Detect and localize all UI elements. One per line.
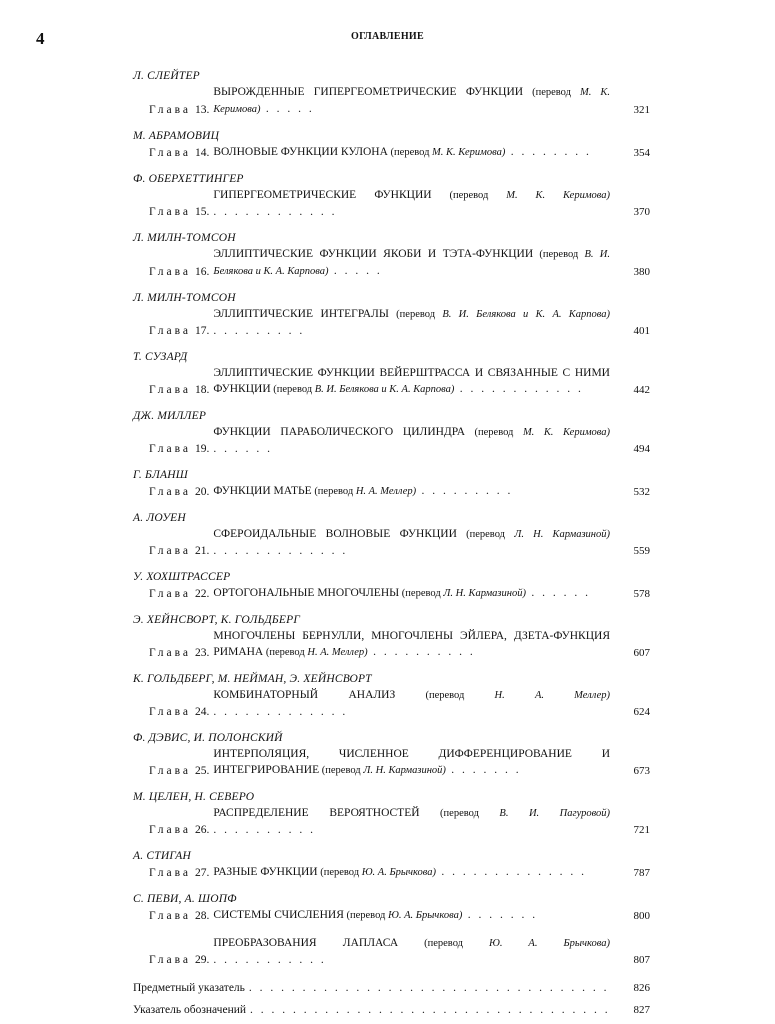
chapter-prefix [133,264,209,280]
toc-entry [133,231,650,280]
page-reference: 826 [633,982,650,994]
chapter-line[interactable] [133,246,650,280]
chapter-body [213,746,610,779]
translator-credit [457,529,610,540]
dot-leader: . . . . . . . [445,764,522,776]
chapter-author: Л. СЛЕЙТЕР [133,70,200,82]
chapter-author: Т. СУЗАРД [133,351,188,363]
dot-leader: . . . . . . . [462,909,538,921]
chapter-number: 18. [195,384,210,396]
chapter-word: Глава [149,954,192,966]
dot-leader: . . . . . . . . . [416,485,513,497]
translator-credit [432,190,610,201]
toc-entry [133,172,650,220]
chapter-word: Глава [149,147,192,159]
chapter-line[interactable] [133,907,650,924]
index-lines [133,980,650,1018]
chapter-number: 27. [195,867,210,879]
translator-name: Ю. А. Брычкова) [388,910,463,921]
translator-credit [388,147,505,158]
page-reference: 442 [633,384,650,396]
chapter-word: Глава [149,647,192,659]
chapter-line[interactable] [133,483,650,500]
toc-entry [133,69,650,118]
chapter-line[interactable] [133,306,650,339]
translator-prefix: (перевод [396,309,436,320]
chapter-number: 14. [195,147,210,159]
toc-entry [133,892,650,924]
chapter-line[interactable] [133,687,650,720]
dot-leader: . . . . . . . . . . . . [454,383,584,395]
chapter-word: Глава [149,266,192,278]
dot-leader: . . . . . . . . . . [213,824,316,836]
chapter-prefix [133,645,209,661]
chapter-prefix [133,586,209,602]
chapter-author: Г. БЛАНШ [133,469,188,481]
translator-prefix: (перевод [425,690,465,701]
chapter-number: 24. [195,706,210,718]
translator-prefix: (перевод [273,384,313,395]
chapter-number: 29. [195,954,210,966]
translator-credit [465,427,610,438]
chapter-line[interactable] [133,935,650,968]
chapter-body [213,585,610,602]
translator-credit [271,384,455,395]
chapter-title: ФУНКЦИИ МАТЬЕ [213,485,312,497]
chapter-title: ЭЛЛИПТИЧЕСКИЕ ФУНКЦИИ ВЕЙЕРШТРАССА И СВЯЗАННЫЕ С НИМИ ФУНКЦИИ [213,367,610,395]
translator-name: Н. А. Меллер) [494,690,611,701]
translator-name: В. И. Пагуровой) [499,808,611,819]
chapter-word: Глава [149,206,192,218]
page-reference: 370 [633,206,650,218]
translator-prefix: (перевод [321,765,361,776]
chapter-number: 13. [195,104,210,116]
translator-name: В. И. Белякова и К. А. Карпова) [314,384,455,395]
toc-entry [133,350,650,398]
translator-prefix: (перевод [265,647,305,658]
chapter-title: ОРТОГОНАЛЬНЫЕ МНОГОЧЛЕНЫ [213,587,400,599]
translator-name: Л. Н. Кармазиной) [514,529,611,540]
page-reference: 559 [633,545,650,557]
translator-prefix: (перевод [539,249,579,260]
chapter-number: 23. [195,647,210,659]
translator-name: М. К. Керимова) [506,190,611,201]
chapter-body [213,144,610,161]
translator-credit [318,867,436,878]
chapter-body [213,526,610,559]
chapter-line[interactable] [133,864,650,881]
dot-leader: . . . . . . . . . [213,325,305,337]
page-reference: 624 [633,706,650,718]
toc-entry [133,849,650,881]
chapter-line[interactable] [133,144,650,161]
chapter-body [213,483,610,500]
toc-entry [133,468,650,500]
toc-entries [133,69,650,968]
dot-leader: . . . . . . [213,443,273,455]
chapter-prefix [133,908,209,924]
dot-leader: . . . . . . . . . . . . . [213,706,348,718]
dot-leader [246,1002,610,1018]
translator-credit [420,808,610,819]
page-reference: 721 [633,824,650,836]
chapter-prefix [133,102,209,118]
page-number: 4 [36,29,45,48]
translator-name: В. И. Белякова и К. А. Карпова) [442,309,610,320]
translator-credit [398,938,610,949]
chapter-body [213,864,610,881]
page-reference: 807 [633,954,650,966]
toc-entry [133,129,650,161]
chapter-number: 28. [195,910,210,922]
translator-credit [399,588,526,599]
chapter-title: ПРЕОБРАЗОВАНИЯ ЛАПЛАСА [213,937,399,949]
chapter-body [213,628,610,661]
toc-entry [133,291,650,339]
dot-leader: . . . . . . . . . . . . . [213,545,348,557]
dot-leader [245,980,610,996]
translator-prefix: (перевод [390,147,430,158]
chapter-word: Глава [149,910,192,922]
translator-prefix: (перевод [401,588,441,599]
chapter-number: 21. [195,545,210,557]
translator-credit [263,647,367,658]
page-reference: 380 [633,266,650,278]
chapter-title: СФЕРОИДАЛЬНЫЕ ВОЛНОВЫЕ ФУНКЦИИ [213,528,457,540]
toc-entry [133,790,650,838]
chapter-word: Глава [149,824,192,836]
index-entry[interactable] [133,980,650,996]
chapter-body [213,306,610,339]
chapter-number: 26. [195,824,210,836]
chapter-author: ДЖ. МИЛЛЕР [133,410,207,422]
page-reference: 532 [633,486,650,498]
chapter-author: Э. ХЕЙНСВОРТ, К. ГОЛЬДБЕРГ [133,614,301,626]
translator-name: М. К. Керимова) [432,147,506,158]
translator-prefix: (перевод [424,938,463,949]
chapter-author: А. СТИГАН [133,850,191,862]
dot-leader: . . . . . [260,103,315,115]
index-entry[interactable] [133,1002,650,1018]
translator-prefix: (перевод [532,87,571,98]
dot-leader: . . . . . [328,265,383,277]
translator-credit [319,765,446,776]
chapter-line[interactable] [133,746,650,779]
index-label: Указатель обозначений [133,1004,247,1016]
translator-credit [344,910,462,921]
chapter-prefix [133,484,209,500]
chapter-word: Глава [149,545,192,557]
chapter-title: МНОГОЧЛЕНЫ БЕРНУЛЛИ, МНОГОЧЛЕНЫ ЭЙЛЕРА, ДЗЕТА-ФУНКЦИЯ РИМАНА [213,630,610,658]
chapter-line[interactable] [133,365,650,398]
chapter-author: Ф. ОБЕРХЕТТИНГЕР [133,173,244,185]
translator-credit [389,309,610,320]
toc-entry [133,511,650,559]
chapter-word: Глава [149,443,192,455]
translator-name: Л. Н. Кармазиной) [363,765,446,776]
chapter-prefix [133,704,209,720]
toc-entry [133,613,650,661]
translator-name: М. К. Керимова) [213,87,611,115]
chapter-prefix [133,763,209,779]
chapter-word: Глава [149,104,192,116]
chapter-word: Глава [149,325,192,337]
translator-prefix: (перевод [320,867,360,878]
chapter-number: 22. [195,588,210,600]
translator-credit [312,486,416,497]
toc-entry [133,570,650,602]
translator-prefix: (перевод [314,486,354,497]
chapter-body [213,935,610,968]
chapter-body [213,424,610,457]
chapter-prefix [133,382,209,398]
chapter-author: М. АБРАМОВИЦ [133,130,220,142]
translator-prefix: (перевод [440,808,479,819]
chapter-word: Глава [149,765,192,777]
chapter-line[interactable] [133,585,650,602]
chapter-word: Глава [149,486,192,498]
chapter-number: 16. [195,266,210,278]
translator-name: Л. Н. Кармазиной) [443,588,526,599]
chapter-author: Ф. ДЭВИС, И. ПОЛОНСКИЙ [133,732,283,744]
chapter-title: ЭЛЛИПТИЧЕСКИЕ ФУНКЦИИ ЯКОБИ И ТЭТА-ФУНКЦИИ [213,248,534,260]
dot-leader: . . . . . . . . . . [367,646,476,658]
index-label: Предметный указатель [133,982,245,994]
dot-leader: . . . . . . . . [505,146,592,158]
toc-entry [133,935,650,968]
translator-name: Ю. А. Брычкова) [488,938,611,949]
chapter-body [213,365,610,398]
table-of-contents [133,69,650,1024]
translator-name: В. И. Белякова и К. А. Карпова) [213,249,610,277]
toc-entry [133,672,650,720]
page-reference: 321 [633,104,650,116]
chapter-author: М. ЦЕЛЕН, Н. СЕВЕРО [133,791,255,803]
chapter-word: Глава [149,706,192,718]
chapter-body [213,687,610,720]
translator-name: Н. А. Меллер) [355,486,417,497]
chapter-title: ИНТЕРПОЛЯЦИЯ, ЧИСЛЕННОЕ ДИФФЕРЕНЦИРОВАНИЕ И ИНТЕГРИРОВАНИЕ [213,748,610,776]
chapter-title: ЭЛЛИПТИЧЕСКИЕ ИНТЕГРАЛЫ [213,308,389,320]
page-reference: 494 [633,443,650,455]
chapter-prefix [133,822,209,838]
chapter-prefix [133,952,209,968]
page-reference: 401 [633,325,650,337]
chapter-prefix [133,204,209,220]
chapter-number: 15. [195,206,210,218]
chapter-title: КОМБИНАТОРНЫЙ АНАЛИЗ [213,689,396,701]
chapter-title: РАЗНЫЕ ФУНКЦИИ [213,866,318,878]
chapter-prefix [133,441,209,457]
chapter-title: ВОЛНОВЫЕ ФУНКЦИИ КУЛОНА [213,146,388,158]
dot-leader: . . . . . . . . . . . [213,954,327,966]
page-reference: 827 [633,1004,650,1016]
translator-prefix: (перевод [449,190,489,201]
chapter-body [213,805,610,838]
chapter-title: РАСПРЕДЕЛЕНИЕ ВЕРОЯТНОСТЕЙ [213,807,420,819]
chapter-prefix [133,865,209,881]
chapter-number: 19. [195,443,210,455]
chapter-author: А. ЛОУЕН [133,512,186,524]
translator-prefix: (перевод [474,427,514,438]
chapter-number: 20. [195,486,210,498]
page-reference: 578 [633,588,650,600]
chapter-author: Л. МИЛН-ТОМСОН [133,232,236,244]
translator-name: Н. А. Меллер) [307,647,368,658]
chapter-number: 17. [195,325,210,337]
translator-name: Ю. А. Брычкова) [361,867,437,878]
chapter-line[interactable] [133,805,650,838]
chapter-body [213,246,610,280]
dot-leader: . . . . . . [525,587,591,599]
dot-leader: . . . . . . . . . . . . . . [436,866,587,878]
translator-prefix: (перевод [466,529,505,540]
dot-leader: . . . . . . . . . . . . [213,206,338,218]
chapter-number: 25. [195,765,210,777]
translator-name: М. К. Керимова) [522,427,611,438]
chapter-word: Глава [149,588,192,600]
chapter-title: ВЫРОЖДЕННЫЕ ГИПЕРГЕОМЕТРИЧЕСКИЕ ФУНКЦИИ [213,86,524,98]
page-reference: 787 [633,867,650,879]
chapter-prefix [133,145,209,161]
chapter-prefix [133,543,209,559]
chapter-author: К. ГОЛЬДБЕРГ, М. НЕЙМАН, Э. ХЕЙНСВОРТ [133,673,372,685]
chapter-word: Глава [149,867,192,879]
chapter-line[interactable] [133,526,650,559]
chapter-author: Л. МИЛН-ТОМСОН [133,292,236,304]
chapter-line[interactable] [133,187,650,220]
page-reference: 607 [633,647,650,659]
chapter-line[interactable] [133,84,650,118]
running-head: ОГЛАВЛЕНИЕ [351,31,424,42]
chapter-line[interactable] [133,628,650,661]
chapter-author: С. ПЕВИ, А. ШОПФ [133,893,237,905]
chapter-title: ФУНКЦИИ ПАРАБОЛИЧЕСКОГО ЦИЛИНДРА [213,426,465,438]
page-reference: 800 [633,910,650,922]
chapter-prefix [133,323,209,339]
toc-entry [133,731,650,779]
page-reference: 673 [633,765,650,777]
page-reference: 354 [633,147,650,159]
chapter-body [213,187,610,220]
chapter-body [213,907,610,924]
translator-credit [395,690,610,701]
translator-prefix: (перевод [346,910,386,921]
chapter-author: У. ХОХШТРАССЕР [133,571,231,583]
chapter-title: ГИПЕРГЕОМЕТРИЧЕСКИЕ ФУНКЦИИ [213,189,432,201]
chapter-body [213,84,610,118]
chapter-title: СИСТЕМЫ СЧИСЛЕНИЯ [213,909,344,921]
chapter-line[interactable] [133,424,650,457]
chapter-word: Глава [149,384,192,396]
toc-entry [133,409,650,457]
